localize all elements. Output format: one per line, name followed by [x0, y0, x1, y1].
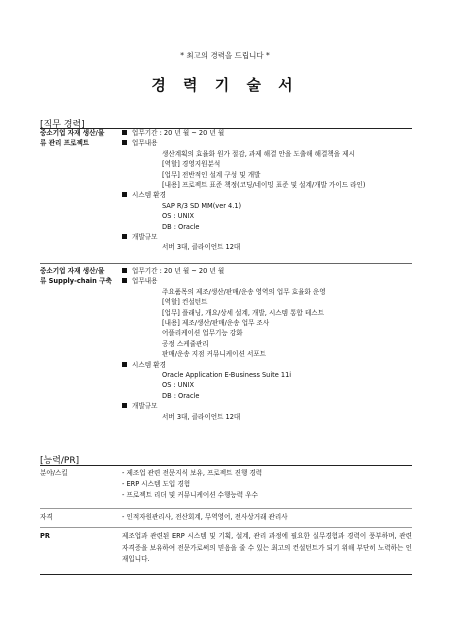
work-line: [역할] 경영지원분석 — [162, 160, 221, 169]
work-line: 어플리케이션 업무기능 강화 — [162, 329, 243, 338]
job-role-line: 중소기업 자재 생산/물 — [40, 267, 105, 275]
work-line: 공정 스케쥴관리 — [162, 339, 209, 348]
work-heading: 업무내용 — [122, 138, 412, 148]
job-role — [40, 266, 120, 287]
job-period: 업무기간 : 20 년 월 ~ 20 년 월 — [122, 128, 412, 138]
job-entry-2 — [40, 266, 412, 436]
square-bullet-icon — [122, 278, 127, 283]
ability-row-certs — [40, 512, 412, 526]
job-details — [122, 266, 412, 422]
work-line: 판매/운송 지점 커뮤니케이션 서포트 — [162, 350, 267, 359]
env-heading: 시스템 환경 — [122, 360, 412, 370]
env-line: Oracle Application E-Business Suite 11i — [162, 371, 292, 380]
row-divider — [40, 508, 412, 509]
pr-text: 제조업과 관련된 ERP 시스템 및 기획, 설계, 관리 과정에 필요한 실무경험과 경력이 풍부하며, 관련 자격증을 보유하여 전문가로써의 믿음을 줄 수 있는 최고의 컨설턴트가 되기 위해 부단히 노력하는 인재입니다. — [122, 532, 412, 563]
job-role-line: 류 관리 프로젝트 — [40, 139, 90, 148]
row-item: - ERP 시스템 도입 경험 — [122, 480, 191, 488]
job-role-line: 중소기업 자재 생산/물 — [40, 129, 105, 137]
row-items — [122, 468, 412, 501]
job-entry-1 — [40, 128, 412, 260]
row-label: PR — [40, 532, 50, 540]
square-bullet-icon — [122, 362, 127, 367]
work-line: 생산계획의 효율화 원가 절감, 과제 해결 안을 도출해 해결책을 제시 — [162, 149, 355, 158]
square-bullet-icon — [122, 234, 127, 239]
ability-row-pr — [40, 531, 412, 571]
scale-line: 서버 3대, 클라이언트 12대 — [162, 412, 241, 421]
row-label: 분야/스킬 — [40, 469, 68, 477]
square-bullet-icon — [122, 268, 127, 273]
job-role — [40, 128, 120, 149]
row-item: - 제조업 관련 전문지식 보유, 프로젝트 진행 경력 — [122, 469, 263, 477]
work-line: [내용] 프로젝트 표준 책정(코딩/네이밍 표준 및 설계/개발 가이드 라인) — [162, 181, 366, 190]
env-heading: 시스템 환경 — [122, 190, 412, 200]
square-bullet-icon — [122, 130, 127, 135]
square-bullet-icon — [122, 140, 127, 145]
document-title: 경 력 기 술 서 — [151, 76, 299, 94]
square-bullet-icon — [122, 403, 127, 408]
scale-heading: 개발규모 — [122, 232, 412, 242]
row-item: - 인적자원관리사, 전산회계, 무역영어, 전사상거래 관리사 — [122, 513, 288, 521]
work-line: [역할] 컨설턴트 — [162, 298, 208, 307]
ability-row-skills — [40, 468, 412, 504]
env-line: SAP R/3 SD MM(ver 4.1) — [162, 201, 242, 210]
work-line: [내용] 제조/생산/판매/운송 업무 조사 — [162, 319, 270, 328]
work-line: [업무] 플래닝, 개요/상세 설계, 개발, 시스템 통합 테스트 — [162, 308, 325, 317]
work-line: 주요품목의 제조/생산/판매/운송 영역의 업무 효율화 운영 — [162, 287, 326, 296]
work-heading: 업무내용 — [122, 276, 412, 286]
row-item: - 프로젝트 리더 및 커뮤니케이션 수행능력 우수 — [122, 491, 258, 499]
work-line: [업무] 전반적인 설계 구성 및 개발 — [162, 170, 261, 179]
row-label: 자격 — [40, 513, 53, 521]
row-items — [122, 512, 412, 523]
ability-top-rule — [40, 465, 412, 466]
job-divider — [40, 263, 412, 264]
scale-line: 서버 3대, 클라이언트 12대 — [162, 243, 241, 252]
env-line: OS : UNIX — [162, 381, 195, 390]
career-heading: [직무 경력] — [40, 120, 85, 130]
ability-bottom-rule — [40, 574, 412, 575]
ability-heading: [능력/PR] — [40, 456, 80, 466]
job-period: 업무기간 : 20 년 월 ~ 20 년 월 — [122, 266, 412, 276]
env-line: OS : UNIX — [162, 212, 195, 221]
env-line: DB : Oracle — [162, 391, 200, 400]
scale-heading: 개발규모 — [122, 401, 412, 411]
job-details — [122, 128, 412, 253]
square-bullet-icon — [122, 192, 127, 197]
row-divider — [40, 527, 412, 528]
top-note: * 최고의 경력을 드립니다 * — [180, 51, 270, 60]
job-role-line: 류 Supply-chain 구축 — [40, 277, 112, 286]
env-line: DB : Oracle — [162, 222, 200, 231]
